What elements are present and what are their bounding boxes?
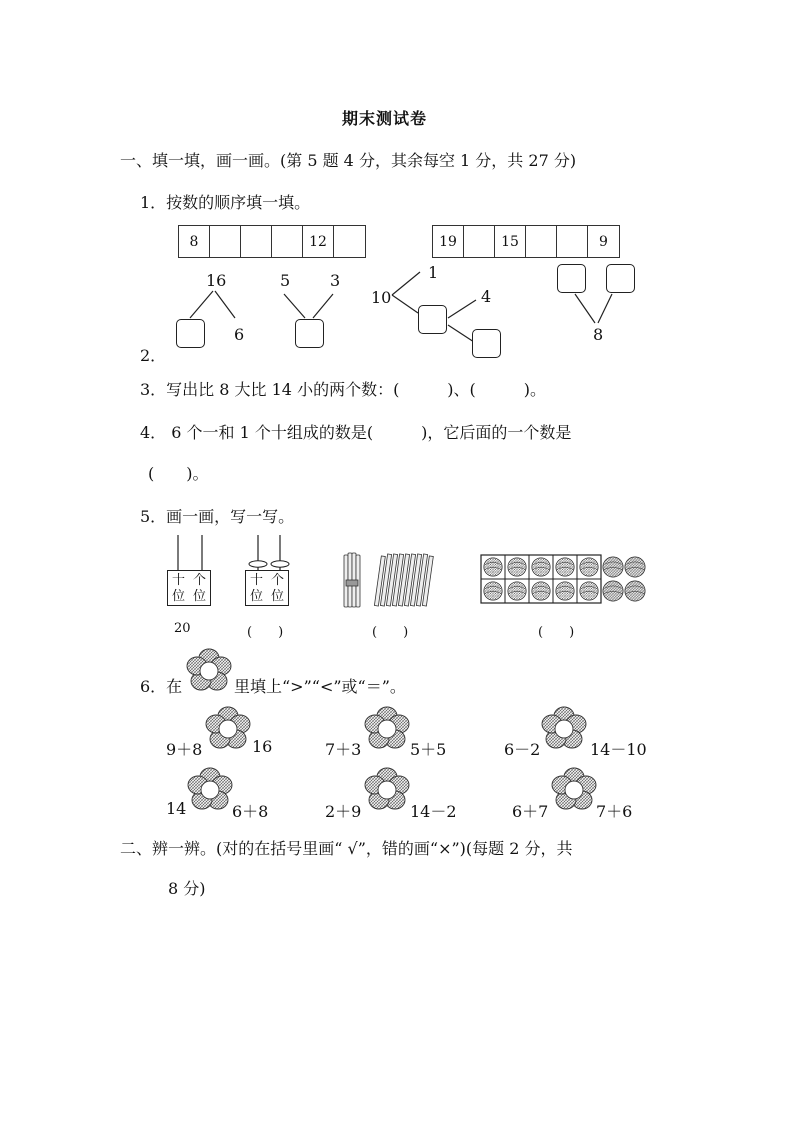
flower-icon[interactable] [187,767,233,811]
abacus-answer[interactable]: ( ) [247,625,284,640]
section2-heading-cont: 8 分) [168,879,206,898]
compare-left: 6＋7 [512,802,549,821]
q2-label: 2． [140,346,167,365]
flower-icon[interactable] [551,767,597,811]
section1-heading: 一、填一填，画一画。(第 5 题 4 分，其余每空 1 分，共 27 分) [120,151,577,170]
section2-heading: 二、辨一辨。(对的在括号里画“ √”，错的画“×”)(每题 2 分，共 [120,839,573,858]
compare-left: 7＋3 [325,740,362,759]
compare-right: 5＋5 [410,740,447,759]
flower-icon[interactable] [205,706,251,750]
balls-answer[interactable]: ( ) [538,625,575,640]
bond4-bottom: 8 [593,325,604,344]
abacus-label: 个 [192,573,206,588]
bond3-top: 1 [428,263,439,282]
q6-suffix: 里填上“>”“<”或“＝”。 [234,677,406,696]
bond3-left: 10 [371,288,392,307]
abacus-label: 位 [249,589,263,604]
stick-bundle-icon [340,550,450,610]
abacus-label: 位 [192,589,206,604]
strip-b-cell: 15 [495,226,526,257]
compare-left: 6－2 [504,740,541,759]
abacus-label: 位 [270,589,284,604]
strip-a-cell: 8 [179,226,210,257]
compare-right: 16 [252,737,273,756]
q5-text: 5．画一画，写一写。 [140,507,295,526]
abacus-rods [240,535,300,575]
answer-box[interactable] [418,305,447,334]
abacus-frame [167,570,211,606]
q6-prefix: 6．在 [140,677,183,696]
abacus-rods [160,535,220,575]
compare-left: 14 [166,799,187,818]
strip-b-cell: 19 [433,226,464,257]
page-title: 期末测试卷 [342,109,428,128]
compare-right: 6＋8 [232,802,269,821]
q3-text: 3．写出比 8 大比 14 小的两个数：( )、( )。 [140,380,547,399]
strip-b-cell: 9 [599,233,608,250]
flower-icon[interactable] [364,706,410,750]
flower-icon [186,648,232,692]
q1-text: 1．按数的顺序填一填。 [140,193,311,212]
flower-icon[interactable] [364,767,410,811]
bond2-left: 5 [280,271,291,290]
bond2-right: 3 [330,271,341,290]
answer-box[interactable] [472,329,501,358]
compare-right: 14－10 [590,740,647,759]
compare-right: 7＋6 [596,802,633,821]
bond3-right: 4 [481,287,492,306]
abacus-label: 十 [249,573,263,588]
abacus-answer: 20 [174,621,191,636]
strip-a-cell: 12 [303,226,334,257]
abacus-label: 位 [171,589,185,604]
q4-line1: 4． 6 个一和 1 个十组成的数是( )，它后面的一个数是 [140,423,572,442]
abacus-label: 个 [270,573,284,588]
ten-frame [480,554,650,606]
sticks-answer[interactable]: ( ) [372,625,409,640]
bond1-top: 16 [206,271,227,290]
bond1-right: 6 [234,325,245,344]
flower-icon[interactable] [541,706,587,750]
abacus-frame [245,570,289,606]
compare-left: 2＋9 [325,802,362,821]
abacus-label: 十 [171,573,185,588]
compare-right: 14－2 [410,802,457,821]
answer-box[interactable] [557,264,586,293]
compare-left: 9＋8 [166,740,203,759]
answer-box[interactable] [176,319,205,348]
bond-lines [0,0,794,400]
answer-box[interactable] [295,319,324,348]
q4-line2: ( )。 [148,464,209,483]
answer-box[interactable] [606,264,635,293]
